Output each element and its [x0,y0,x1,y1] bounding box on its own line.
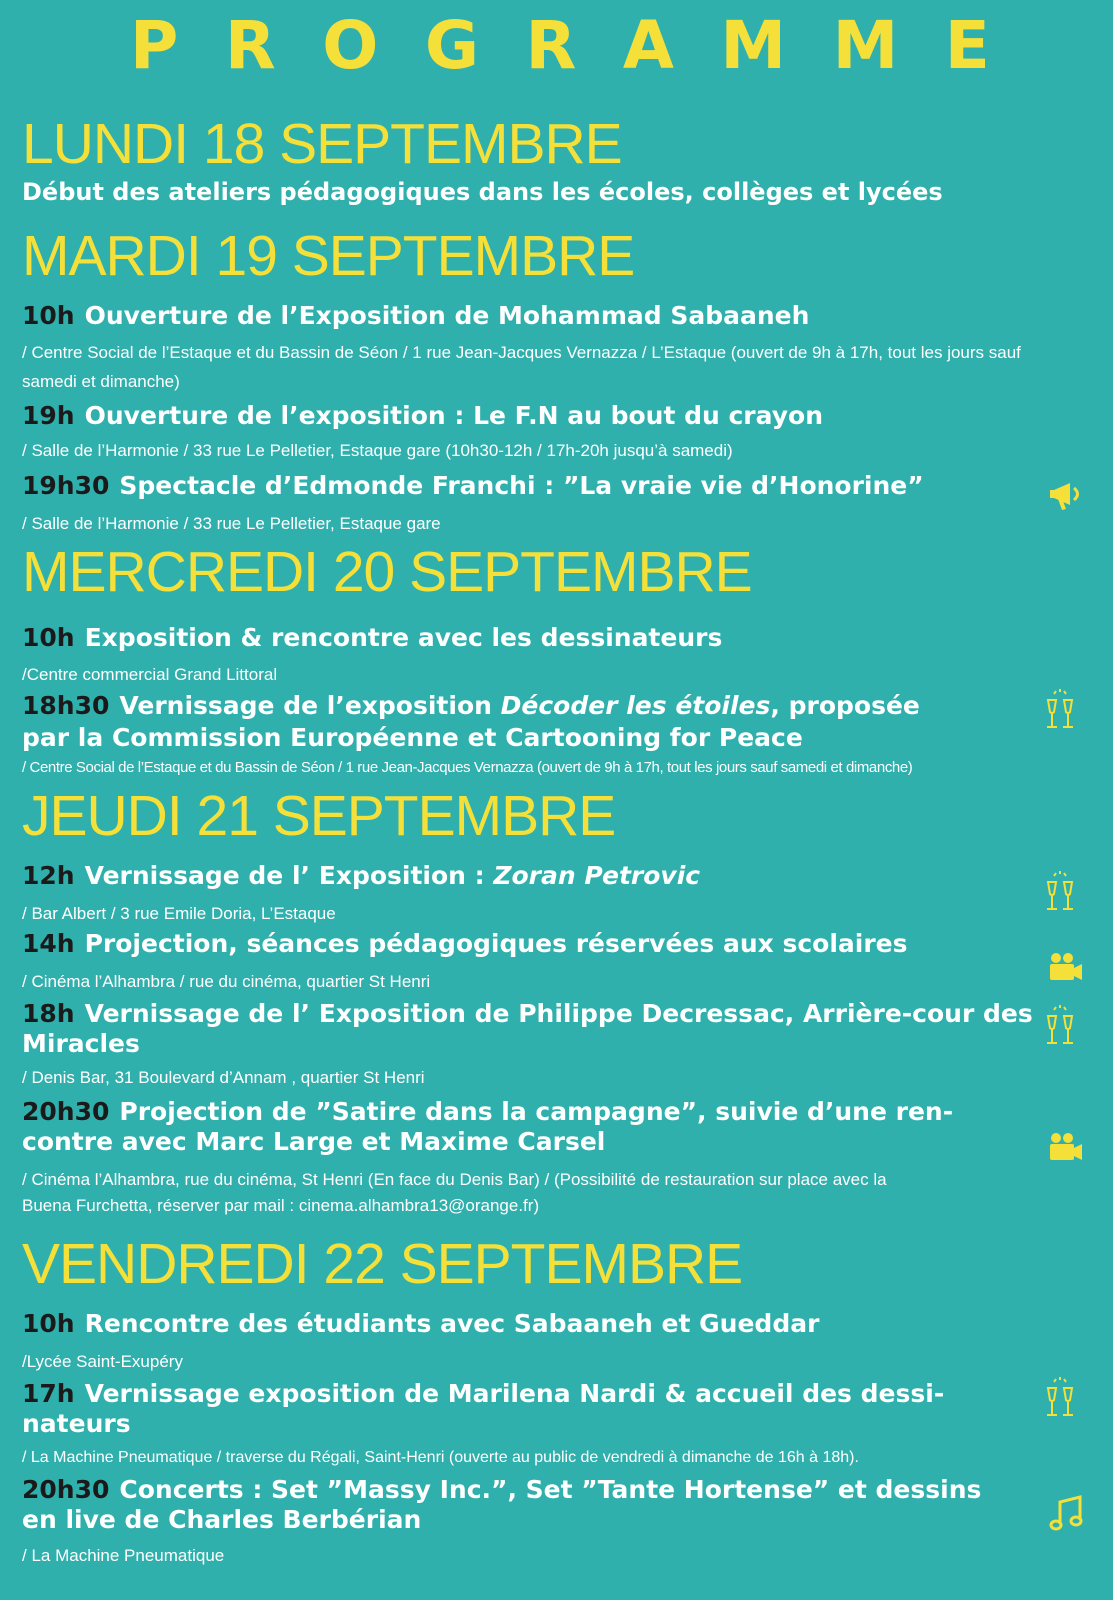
event-time: 20h30 [22,1475,110,1504]
event-time: 19h30 [22,471,110,500]
event-title [22,998,1033,1029]
event-name: Projection de ”Satire dans la campagne”, suivie d’une ren- [119,1097,954,1126]
event-name: Vernissage de l’exposition [119,691,501,720]
event-place: / Salle de l’Harmonie / 33 rue Le Pelletier, Estaque gare (10h30-12h / 17h-20h jusqu’à samedi) [22,441,733,460]
title-letter: M [720,7,787,84]
day-heading-mercredi: MERCREDI 20 SEPTEMBRE [22,540,752,604]
event-name: Vernissage de l’ Exposition de Philippe Decressac, Arrière-cour des [84,999,1033,1028]
title-letter: R [224,7,276,84]
event-time: 18h [22,999,75,1028]
camera-icon [1046,1126,1086,1170]
event-place: /Centre commercial Grand Littoral [22,665,278,684]
event-place-continued: Buena Furchetta, réserver par mail : cinema.alhambra13@orange.fr) [22,1196,540,1215]
title-letter: G [424,7,479,84]
title-letter: E [944,7,990,84]
event-name: Vernissage exposition de Marilena Nardi & accueil des dessi- [84,1379,945,1408]
title-letter: O [322,7,379,84]
event-title [22,690,920,721]
event-title-continued: en live de Charles Berbérian [22,1505,422,1534]
event-title-continued: nateurs [22,1409,131,1438]
event-place: / Cinéma l’Alhambra, rue du cinéma, St Henri (En face du Denis Bar) / (Possibilité de restauration sur place avec la [22,1170,887,1189]
event-name-italic: Zoran Petrovic [493,861,701,890]
lundi-intro: Début des ateliers pédagogiques dans les écoles, collèges et lycées [22,178,943,206]
title-letter: P [130,7,179,84]
event-time: 10h [22,1309,75,1338]
event-place: / Cinéma l’Alhambra / rue du cinéma, quartier St Henri [22,972,431,991]
event-title [22,1378,944,1409]
event-name: Ouverture de l’exposition : Le F.N au bout du crayon [84,401,824,430]
day-heading-lundi: LUNDI 18 SEPTEMBRE [22,112,622,176]
title-letter: M [832,7,899,84]
event-name: Spectacle d’Edmonde Franchi : ”La vraie vie d’Honorine” [119,471,924,500]
event-title [22,1474,981,1505]
champagne-icon [1040,1376,1080,1420]
megaphone-icon [1048,474,1088,518]
event-title [22,622,722,653]
event-place: / Centre Social de l’Estaque et du Bassin de Séon / 1 rue Jean-Jacques Vernazza / L’Estaque (ouvert de 9h à 17h, tout les jours sauf samedi et dimanche) [22,343,1021,391]
event-place: / La Machine Pneumatique / traverse du Régali, Saint-Henri (ouverte au public de vendredi à dimanche de 16h à 18h). [22,1449,859,1466]
event-title-continued: contre avec Marc Large et Maxime Carsel [22,1127,606,1156]
event-title [22,1308,819,1339]
event-name: , proposée [770,691,920,720]
music-note-icon [1046,1492,1086,1536]
event-time: 10h [22,301,75,330]
event-title [22,860,700,891]
event-place: /Lycée Saint-Exupéry [22,1352,183,1371]
event-time: 14h [22,929,75,958]
event-name: Rencontre des étudiants avec Sabaaneh et Gueddar [84,1309,820,1338]
title-letter: A [622,7,674,84]
champagne-icon [1040,688,1080,732]
event-name: Vernissage de l’ Exposition : [84,861,494,890]
event-title [22,1096,953,1127]
event-time: 10h [22,623,75,652]
title-letter: R [525,7,577,84]
event-name: Projection, séances pédagogiques réservées aux scolaires [84,929,908,958]
programme-title [130,6,990,86]
event-title-continued: Miracles [22,1029,140,1058]
event-name-italic: Décoder les étoiles [500,691,771,720]
event-time: 18h30 [22,691,110,720]
event-title [22,300,809,331]
event-name: Ouverture de l’Exposition de Mohammad Sabaaneh [84,301,810,330]
event-title [22,928,908,959]
event-title-continued: par la Commission Européenne et Cartooning for Peace [22,723,803,752]
event-title [22,470,924,501]
event-time: 17h [22,1379,75,1408]
event-time: 20h30 [22,1097,110,1126]
event-place: / Salle de l’Harmonie / 33 rue Le Pelletier, Estaque gare [22,514,441,533]
event-name: Exposition & rencontre avec les dessinateurs [84,623,723,652]
event-place: / La Machine Pneumatique [22,1546,225,1565]
camera-icon [1046,946,1086,990]
champagne-icon [1040,870,1080,914]
day-heading-mardi: MARDI 19 SEPTEMBRE [22,224,635,288]
day-heading-jeudi: JEUDI 21 SEPTEMBRE [22,784,616,848]
event-time: 12h [22,861,75,890]
event-time: 19h [22,401,75,430]
event-place: / Centre Social de l’Estaque et du Bassin de Séon / 1 rue Jean-Jacques Vernazza (ouvert de 9h à 17h, tout les jours sauf samedi et dimanche) [22,759,913,776]
champagne-icon [1040,1004,1080,1048]
event-place: / Denis Bar, 31 Boulevard d’Annam , quartier St Henri [22,1068,425,1087]
event-place: / Bar Albert / 3 rue Emile Doria, L’Estaque [22,904,336,923]
event-title [22,400,823,431]
event-name: Concerts : Set ”Massy Inc.”, Set ”Tante Hortense” et dessins [119,1475,982,1504]
day-heading-vendredi: VENDREDI 22 SEPTEMBRE [22,1232,743,1296]
